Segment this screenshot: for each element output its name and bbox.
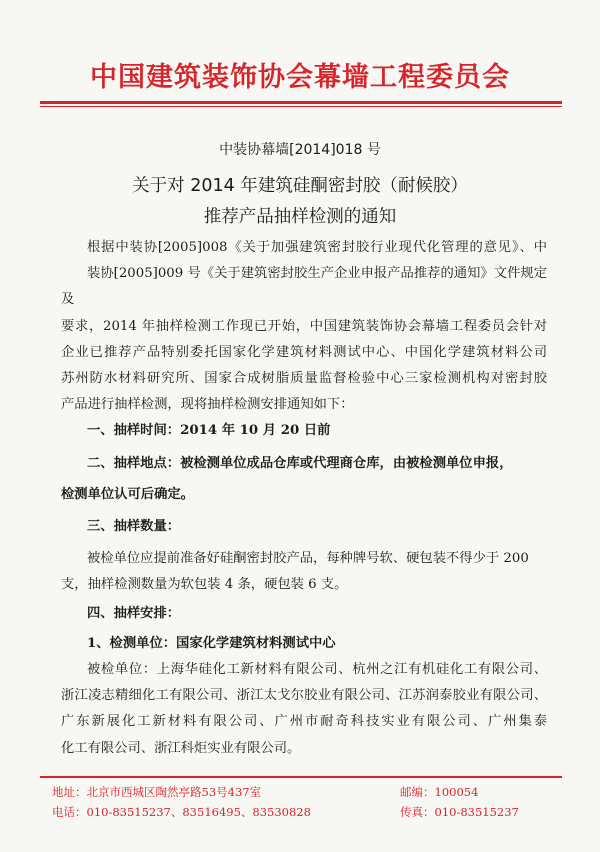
intro-line: 装协[2005]009 号《关于建筑密封胶生产企业申报产品推荐的通知》文件规定及 [61, 266, 547, 308]
section-sampling-quantity-text: 被检单位应提前准备好硅酮密封胶产品，每种牌号软、硬包装不得少于 200 [87, 551, 529, 566]
letterhead-divider-thin [40, 106, 562, 107]
footer-phone: 电话：010-83515237、83516495、83530828 [52, 805, 311, 819]
intro-line: 根据中装协[2005]008《关于加强建筑密封胶行业现代化管理的意见》、中 [87, 240, 547, 255]
tested-units-line: 浙江凌志精细化工有限公司、浙江太戈尔胶业有限公司、江苏润泰胶业有限公司、 [61, 688, 547, 704]
intro-line: 要求，2014 年抽样检测工作现已开始，中国建筑装饰协会幕墙工程委员会针对 [61, 318, 547, 334]
footer-divider [40, 776, 562, 778]
intro-line: 产品进行抽样检测，现将抽样检测安排通知如下： [61, 397, 354, 413]
intro-line: 企业已推荐产品特别委托国家化学建筑材料测试中心、中国化学建筑材料公司 [61, 344, 547, 360]
subsection-test-unit-heading: 1、检测单位：国家化学建筑材料测试中心 [87, 636, 336, 651]
section-sampling-quantity-text-cont: 支，抽样检测数量为软包装 4 条，硬包装 6 支。 [61, 577, 348, 592]
tested-units-line: 化工有限公司、浙江科炬实业有限公司。 [61, 740, 301, 756]
tested-units-line: 广东新展化工新材料有限公司、广州市耐奇科技实业有限公司、广州集泰 [61, 714, 547, 730]
letterhead-divider-thick [40, 101, 562, 104]
letterhead-org-name: 中国建筑装饰协会幕墙工程委员会 [90, 62, 510, 93]
intro-line: 苏州防水材料研究所、国家合成树脂质量监督检验中心三家检测机构对密封胶 [61, 371, 547, 387]
document-number: 中装协幕墙[2014]018 号 [219, 142, 381, 158]
footer-postcode: 邮编：100054 [400, 785, 479, 799]
tested-units-paragraph [61, 657, 547, 762]
section-sampling-arrangement-heading: 四、抽样安排： [87, 606, 181, 621]
tested-units-line: 被检单位：上海华硅化工新材料有限公司、杭州之江有机硅化工有限公司、 [87, 662, 547, 677]
section-sampling-location: 二、抽样地点：被检测单位成品仓库或代理商仓库，由被检测单位申报， [87, 456, 513, 471]
footer-fax: 传真：010-83515237 [400, 805, 519, 819]
section-sampling-time: 一、抽样时间：2014 年 10 月 20 日前 [87, 423, 331, 438]
footer-address: 地址：北京市西城区陶然亭路53号437室 [52, 785, 262, 799]
document-title-line-1: 关于对 2014 年建筑硅酮密封胶（耐候胶） [132, 176, 468, 196]
intro-paragraph [61, 235, 547, 418]
section-sampling-quantity-heading: 三、抽样数量： [87, 519, 181, 534]
document-title-line-2: 推荐产品抽样检测的通知 [203, 207, 397, 227]
section-sampling-location-cont: 检测单位认可后确定。 [61, 487, 194, 502]
